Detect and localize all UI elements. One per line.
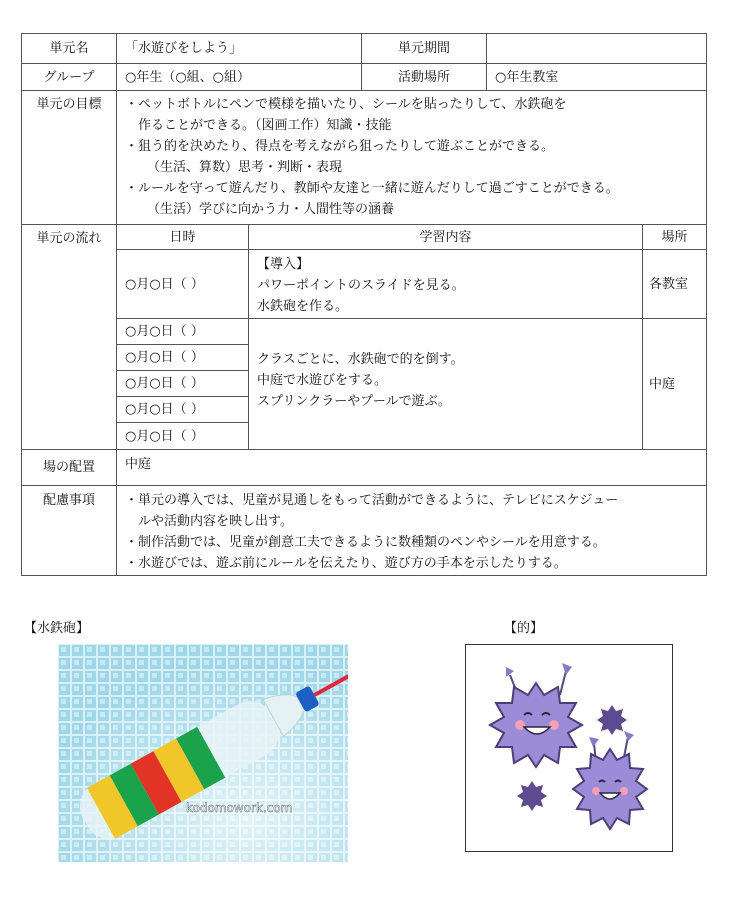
unit-name-value: 「水遊びをしよう」 bbox=[116, 33, 362, 64]
unit-plan-table bbox=[21, 33, 707, 576]
flow-header-location: 場所 bbox=[642, 224, 707, 250]
place-label: 活動場所 bbox=[361, 63, 487, 91]
goal-line: 作ることができる。（図画工作）知識・技能 bbox=[138, 118, 392, 133]
flow-content-intro bbox=[248, 249, 643, 319]
flow-content-activities bbox=[248, 318, 643, 450]
note-line: ・水遊びでは、遊ぶ前にルールを伝えたり、遊び方の手本を示したりする。 bbox=[125, 556, 567, 571]
goals-label: 単元の目標 bbox=[21, 90, 117, 225]
place-value: ○年生教室 bbox=[486, 63, 707, 91]
flow-date: ○月○日（ ） bbox=[116, 344, 249, 371]
virus-particle-icon bbox=[597, 705, 627, 735]
water-gun-caption: 【水鉄砲】 bbox=[24, 621, 90, 636]
flow-location-2: 中庭 bbox=[642, 318, 707, 450]
flow-content-line: クラスごとに、水鉄砲で的を倒す。 bbox=[257, 352, 464, 367]
flow-date: ○月○日（ ） bbox=[116, 370, 249, 397]
flow-header-date: 日時 bbox=[116, 224, 249, 250]
flow-date: ○月○日（ ） bbox=[116, 422, 249, 450]
flow-content-line: 【導入】 bbox=[257, 257, 310, 272]
layout-label: 場の配置 bbox=[21, 449, 117, 486]
goal-line: （生活）学びに向かう力・人間性等の涵養 bbox=[147, 202, 395, 217]
period-label: 単元期間 bbox=[361, 33, 487, 64]
flow-location-1: 各教室 bbox=[642, 249, 707, 319]
goal-line: ・狙う的を決めたり、得点を考えながら狙ったりして遊ぶことができる。 bbox=[125, 139, 555, 154]
group-label: グループ bbox=[21, 63, 117, 91]
flow-date: ○月○日（ ） bbox=[116, 249, 249, 319]
virus-small-icon bbox=[573, 731, 647, 829]
period-value bbox=[486, 33, 707, 64]
group-value: ○年生（○組、○組） bbox=[116, 63, 362, 91]
note-line: ・単元の導入では、児童が見通しをもって活動ができるように、テレビにスケジュー bbox=[125, 493, 619, 508]
note-line: ルや活動内容を映し出す。 bbox=[138, 514, 293, 529]
goal-line: （生活、算数）思考・判断・表現 bbox=[147, 160, 343, 175]
watermark-text: kodomowork.com bbox=[186, 801, 293, 815]
target-caption: 【的】 bbox=[504, 621, 544, 636]
flow-header-content: 学習内容 bbox=[248, 224, 643, 250]
goal-line: ・ルールを守って遊んだり、教師や友達と一緒に遊んだりして過ごすことができる。 bbox=[125, 181, 619, 196]
flow-label: 単元の流れ bbox=[21, 224, 117, 450]
virus-large-icon bbox=[490, 663, 582, 767]
flow-content-line: 水鉄砲を作る。 bbox=[257, 299, 349, 314]
target-illustration bbox=[465, 644, 673, 852]
flow-content-line: パワーポイントのスライドを見る。 bbox=[257, 278, 465, 293]
flow-content-line: 中庭で水遊びをする。 bbox=[257, 373, 388, 388]
notes-label: 配慮事項 bbox=[21, 485, 117, 576]
note-line: ・制作活動では、児童が創意工夫できるように数種類のペンやシールを用意する。 bbox=[125, 535, 606, 550]
notes-cell bbox=[116, 485, 707, 576]
flow-date: ○月○日（ ） bbox=[116, 396, 249, 423]
layout-value: 中庭 bbox=[116, 449, 707, 486]
unit-name-label: 単元名 bbox=[21, 33, 117, 64]
goal-line: ・ペットボトルにペンで模様を描いたり、シールを貼ったりして、水鉄砲を bbox=[125, 97, 567, 112]
flow-content-line: スプリンクラーやプールで遊ぶ。 bbox=[257, 394, 451, 409]
water-gun-photo bbox=[58, 644, 348, 862]
goals-cell bbox=[116, 90, 707, 225]
flow-date: ○月○日（ ） bbox=[116, 318, 249, 345]
virus-particle-icon bbox=[517, 781, 547, 811]
